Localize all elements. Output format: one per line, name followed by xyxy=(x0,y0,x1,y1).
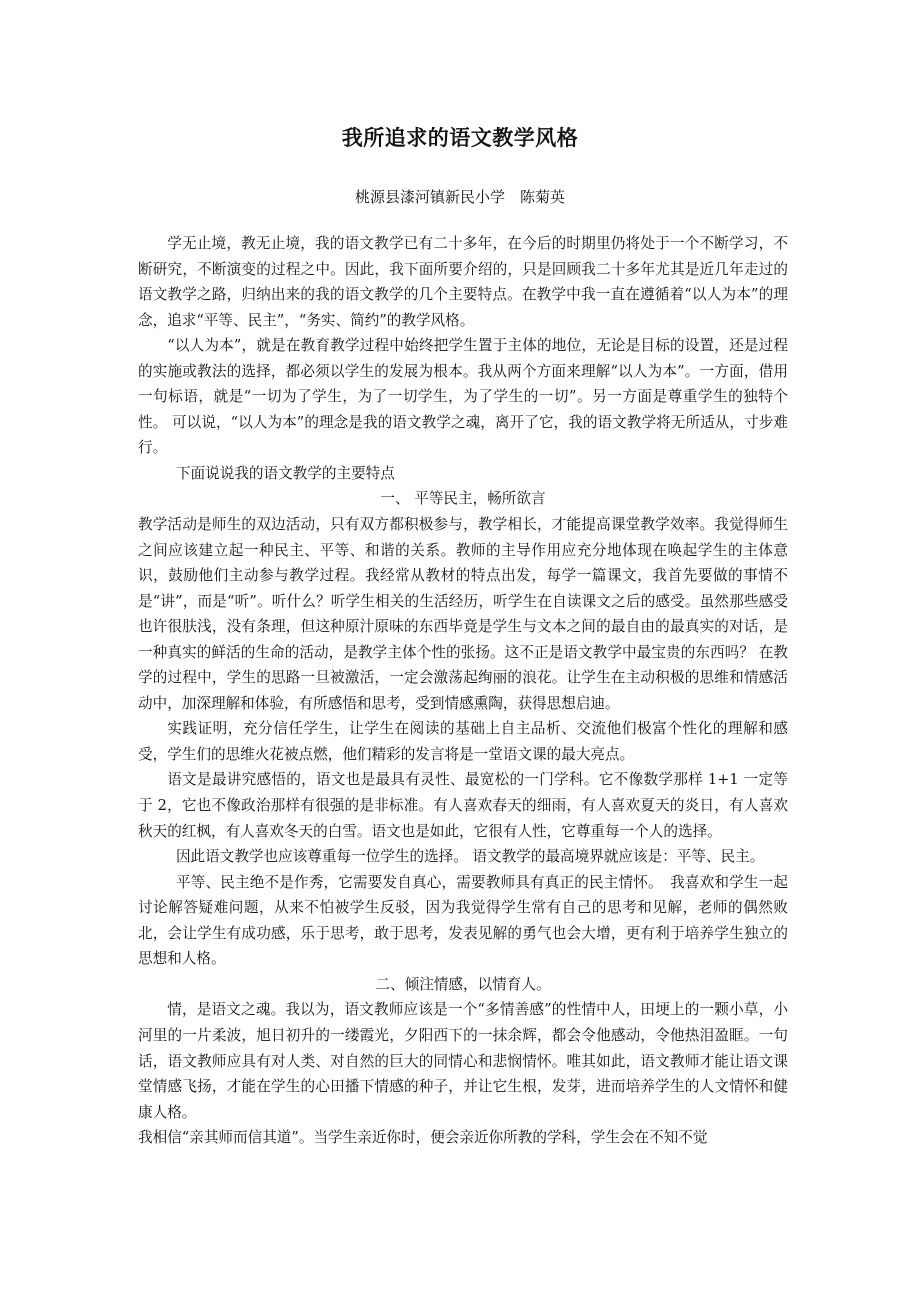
author-line: 桃源县漆河镇新民小学 陈菊英 xyxy=(354,188,565,206)
paragraph-emotion: 情，是语文之魂。我以为，语文教师应该是一个“多情善感”的性情中人，田埂上的一颗小草，小河里的一片柔波，旭日初升的一缕霞光，夕阳西下的一抹余辉，都会令他感动，令他热泪盈眶。一句话，语文教师应具有对人类、对自然的巨大的同情心和悲悯情怀。唯其如此，语文教师才能让语文课堂情感飞扬，才能在学生的心田播下情感的种子，并让它生根，发芽，进而培养学生的人文情怀和健康人格。 xyxy=(138,1001,788,1121)
paragraph-people-oriented: “以人为本”，就是在教育教学过程中始终把学生置于主体的地位，无论是目标的设置，还是过程的实施或教法的选择，都必须以学生的发展为根本。我从两个方面来理解“以人为本”。一方面，借用一句标语，就是“一切为了学生，为了一切学生，为了学生的一切”。另一方面是尊重学生的独特个性。 可以说，“以人为本”的理念是我的语文教学之魂，离开了它，我的语文教学将无所适从，寸步难行。 xyxy=(138,337,788,457)
paragraph-intro: 学无止境，教无止境，我的语文教学已有二十多年，在今后的时期里仍将处于一个不断学习，不断研究，不断演变的过程之中。因此，我下面所要介绍的，只是回顾我二十多年尤其是近几年走过的语文教学之路，归纳出来的我的语文教学的几个主要特点。在教学中我一直在遵循着“以人为本”的理念，追求“平等、民主”，“务实、简约”的教学风格。 xyxy=(138,235,788,329)
section-heading-1: 一、 平等民主，畅所欲言 xyxy=(380,490,546,508)
paragraph-practice: 实践证明，充分信任学生，让学生在阅读的基础上自主品析、交流他们极富个性化的理解和感受，学生们的思维火花被点燃，他们精彩的发言将是一堂语文课的最大亮点。 xyxy=(138,720,788,763)
paragraph-democracy: 平等、民主绝不是作秀，它需要发自真心，需要教师具有真正的民主情怀。 我喜欢和学生一起讨论解答疑难问题，从来不怕被学生反驳，因为我觉得学生常有自己的思考和见解，老师的偶然败北，会让学生有成功感，乐于思考，敢于思考，发表见解的勇气也会大增，更有利于培养学生独立的思想和人格。 xyxy=(138,873,788,968)
section-heading-2: 二、倾注情感，以情育人。 xyxy=(375,975,551,993)
paragraph-respect-choice: 因此语文教学也应该尊重每一位学生的选择。 语文教学的最高境界就应该是：平等、民主。 xyxy=(175,848,765,866)
page-title: 我所追求的语文教学风格 xyxy=(341,125,579,150)
document-body xyxy=(138,231,788,1151)
paragraph-teaching-activity: 教学活动是师生的双边活动，只有双方都积极参与，教学相长，才能提高课堂教学效率。我觉得师生之间应该建立起一种民主、平等、和谐的关系。教师的主导作用应充分地体现在唤起学生的主体意识，鼓励他们主动参与教学过程。我经常从教材的特点出发，每学一篇课文，我首先要做的事情不是“讲”，而是“听”。听什么？听学生相关的生活经历，听学生在自读课文之后的感受。虽然那些感受也许很肤浅，没有条理，但这种原汁原味的东西毕竟是学生与文本之间的最自由的最真实的对话，是一种真实的鲜活的生命的活动，是教学主体个性的张扬。这不正是语文教学中最宝贵的东西吗？ 在教学的过程中，学生的思路一旦被激活，一定会激荡起绚丽的浪花。让学生在主动积极的思维和情感活动中，加深理解和体验，有所感悟和思考，受到情感熏陶，获得思想启迪。 xyxy=(138,516,788,712)
paragraph-perception: 语文是最讲究感悟的，语文也是最具有灵性、最宽松的一门学科。它不像数学那样 1+1 一定等于 2，它也不像政治那样有很强的是非标准。有人喜欢春天的细雨，有人喜欢夏天的炎日，有人喜欢秋天的红枫，有人喜欢冬天的白雪。语文也是如此，它很有人性，它尊重每一个人的选择。 xyxy=(138,771,788,840)
paragraph-trust-teacher: 我相信“亲其师而信其道”。当学生亲近你时，便会亲近你所教的学科，学生会在不知不觉 xyxy=(138,1129,708,1147)
paragraph-transition: 下面说说我的语文教学的主要特点 xyxy=(175,464,395,482)
